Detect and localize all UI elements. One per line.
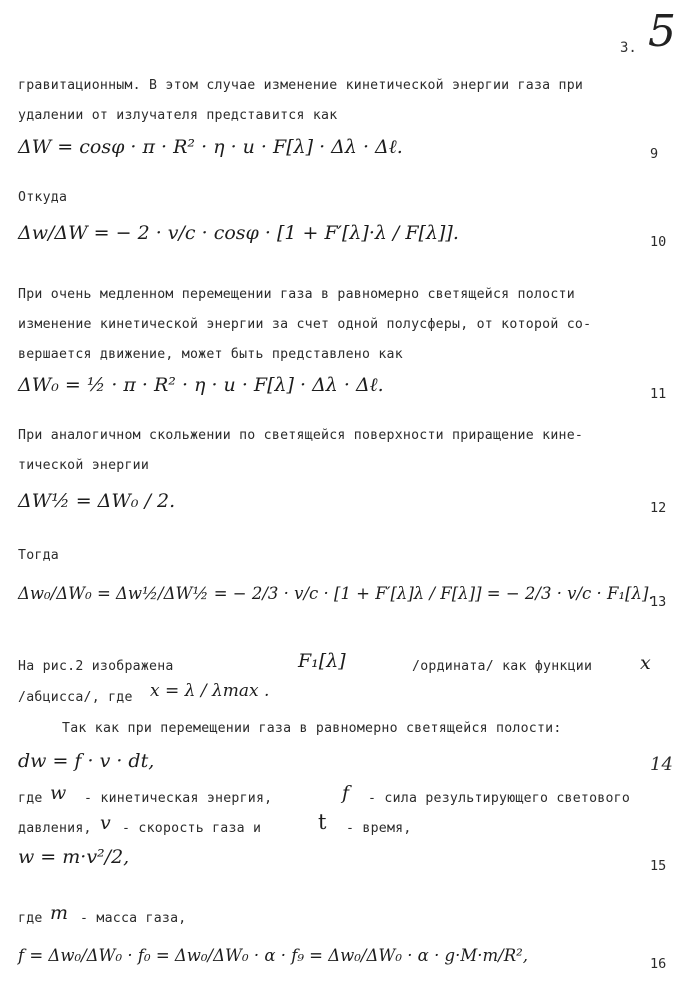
text-line-19: - время, [346, 821, 412, 836]
text-line-4: При очень медленном перемещении газа в равномерно светящейся полости [18, 287, 575, 302]
text-line-15: - кинетическая энергия, [84, 791, 273, 806]
text-line-7: При аналогичном скольжении по светящейся поверхности приращение кине- [18, 428, 584, 443]
inline-w: w [50, 782, 67, 804]
text-line-20: где [18, 911, 43, 926]
text-line-17: давления, [18, 821, 92, 836]
equation-number-12: 12 [650, 500, 667, 516]
equation-number-11: 11 [650, 386, 667, 402]
inline-t: t [318, 810, 327, 834]
text-line-1: гравитационным. В этом случае изменение кинетической энергии газа при [18, 78, 584, 93]
text-line-14: где [18, 791, 43, 806]
text-line-6: вершается движение, может быть представлено как [18, 347, 403, 362]
inline-f: f [342, 782, 350, 804]
text-line-13: Так как при перемещении газа в равномерно светящейся полости: [62, 721, 562, 736]
text-line-8: тической энергии [18, 458, 150, 473]
page-number: 3. [620, 40, 637, 56]
text-line-16: - сила результирующего светового [368, 791, 631, 806]
formula-16: f = Δw₀/ΔW₀ · f₀ = Δw₀/ΔW₀ · α · f₉ = Δw₀/ΔW₀ · α · g·M·m/R², [18, 946, 528, 965]
handwritten-page-number: 5 [648, 6, 676, 57]
text-line-11: /ордината/ как функции [412, 659, 593, 674]
inline-x: x [640, 652, 651, 674]
formula-12: ΔW½ = ΔW₀ / 2. [18, 490, 176, 512]
text-line-3: Откуда [18, 190, 68, 205]
inline-v: v [100, 812, 111, 834]
inline-x-definition: x = λ / λmax . [150, 681, 270, 701]
equation-number-10: 10 [650, 234, 667, 250]
text-line-21: - масса газа, [80, 911, 187, 926]
formula-13: Δw₀/ΔW₀ = Δw½/ΔW½ = − 2/3 · v/c · [1 + F′[λ]λ / F[λ]] = − 2/3 · v/c · F₁[λ]. [18, 584, 654, 603]
equation-number-9: 9 [650, 146, 659, 162]
text-line-9: Тогда [18, 548, 59, 563]
text-line-5: изменение кинетической энергии за счет одной полусферы, от которой со- [18, 317, 592, 332]
inline-F1-lambda: F₁[λ] [298, 650, 346, 672]
inline-m: m [50, 902, 69, 924]
formula-15: w = m·v²/2, [18, 846, 130, 868]
text-line-2: удалении от излучателя представится как [18, 108, 338, 123]
formula-14: dw = f · v · dt, [18, 750, 155, 772]
text-line-10: На рис.2 изображена [18, 659, 174, 674]
text-line-18: - скорость газа и [122, 821, 262, 836]
text-line-12: /абцисса/, где [18, 690, 133, 705]
formula-9: ΔW = cosφ · π · R² · η · u · F[λ] · Δλ · Δℓ. [18, 136, 403, 158]
formula-11: ΔW₀ = ½ · π · R² · η · u · F[λ] · Δλ · Δℓ. [18, 374, 384, 396]
equation-number-14: 14 [650, 754, 673, 775]
formula-10: Δw/ΔW = − 2 · v/c · cosφ · [1 + F′[λ]·λ / F[λ]]. [18, 222, 459, 244]
equation-number-15: 15 [650, 858, 667, 874]
equation-number-13: 13 [650, 594, 667, 610]
equation-number-16: 16 [650, 956, 667, 972]
